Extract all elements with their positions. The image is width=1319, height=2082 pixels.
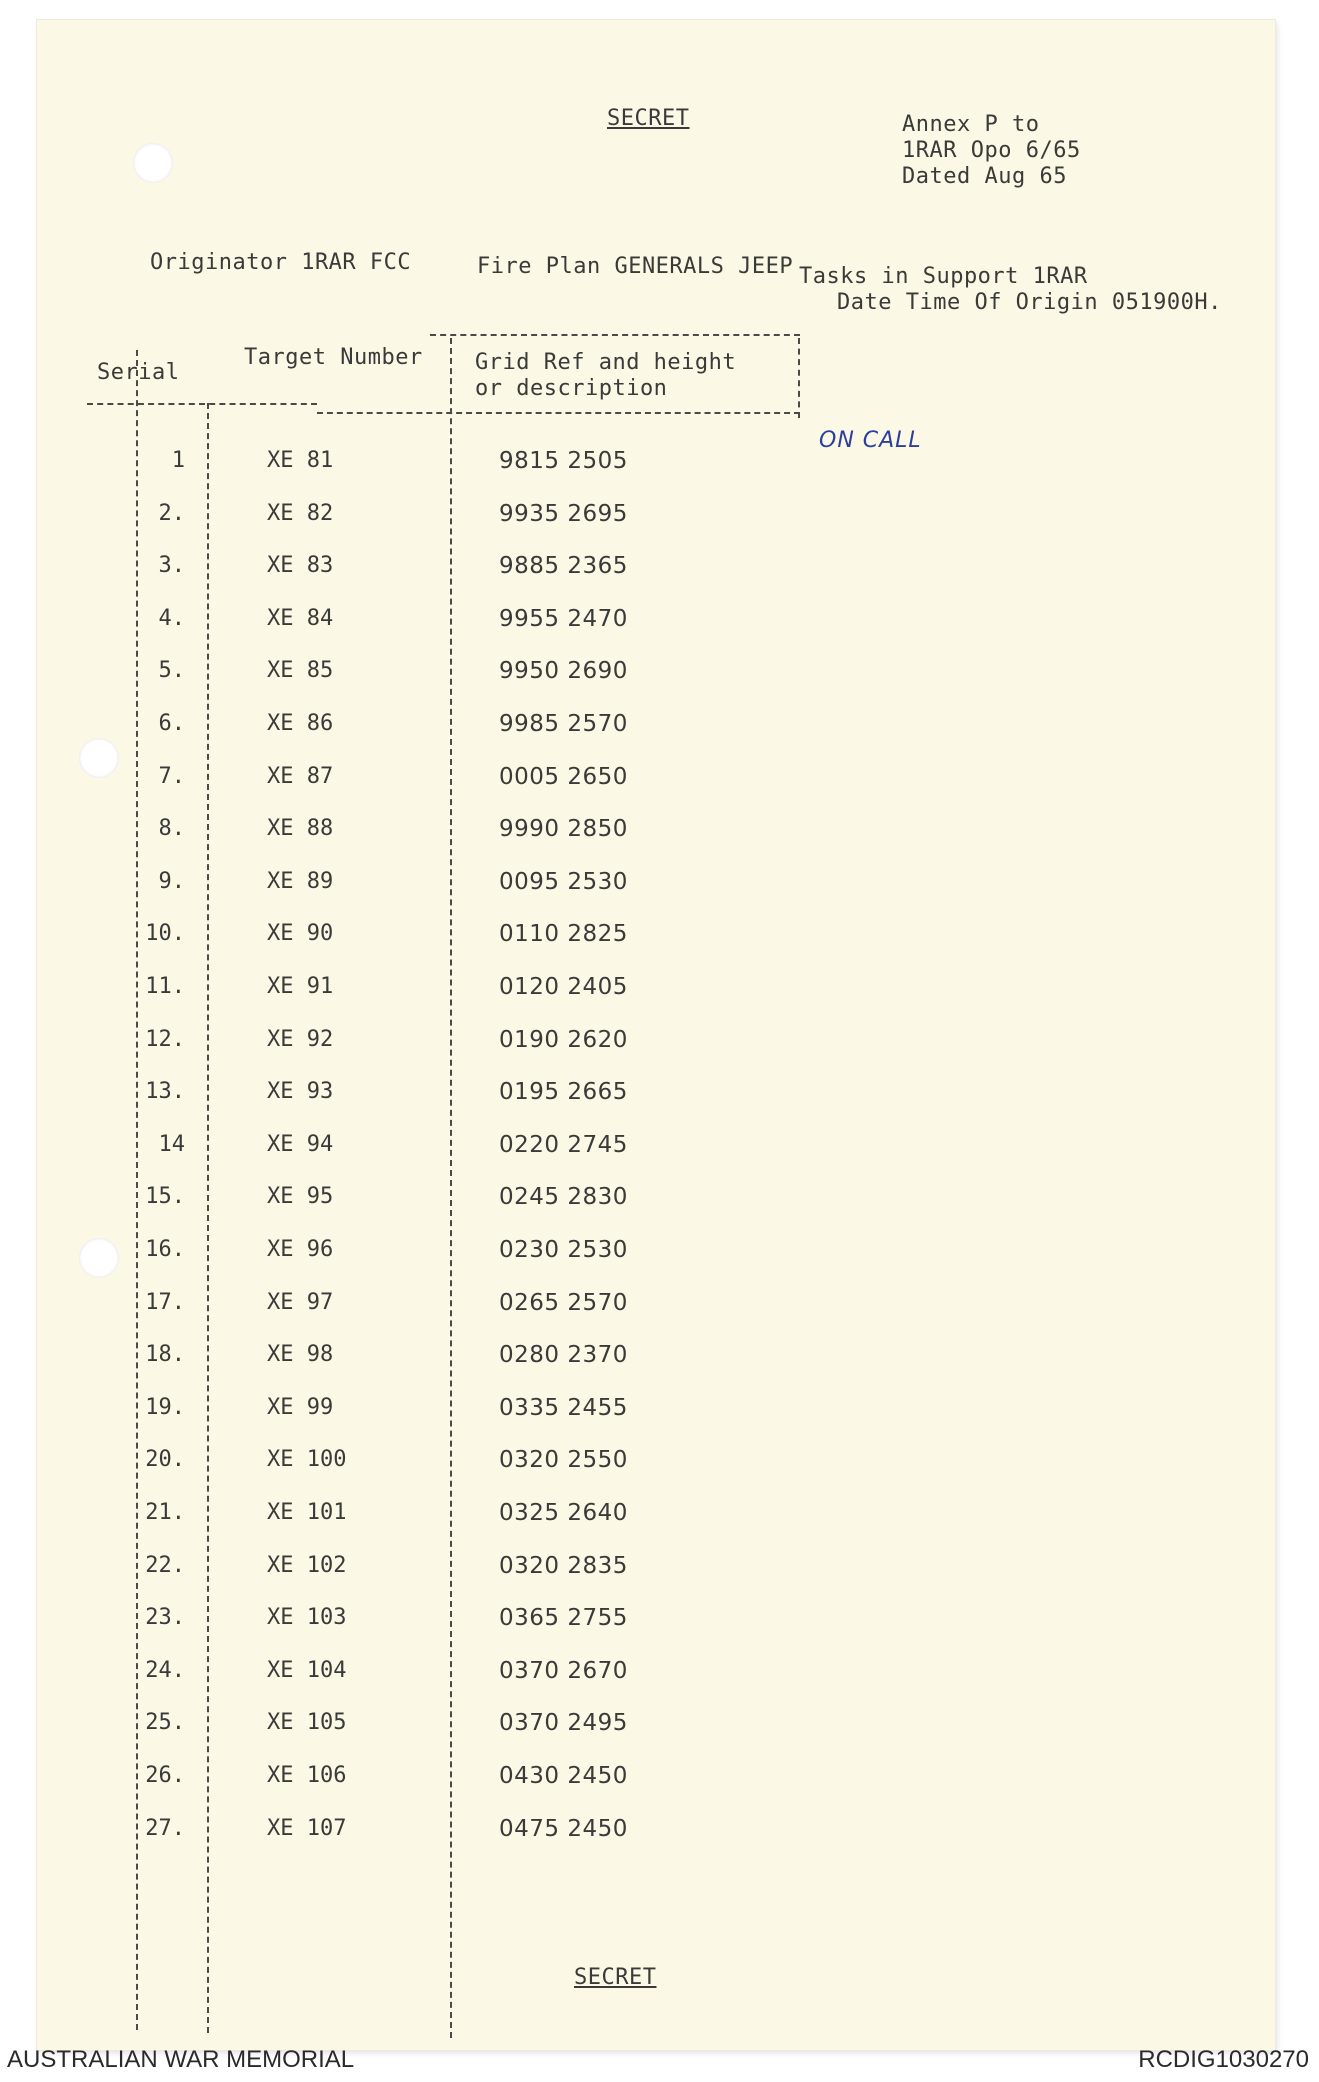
- grid-ref-cell: 9990 2850: [499, 816, 628, 842]
- footer-institution: AUSTRALIAN WAR MEMORIAL: [7, 2046, 355, 2073]
- target-number-cell: XE 90: [267, 921, 334, 946]
- table-row: [37, 658, 837, 710]
- table-row: [37, 1237, 837, 1289]
- serial-cell: 18.: [145, 1342, 185, 1367]
- target-number-cell: XE 103: [267, 1605, 347, 1630]
- annex-line-1: Annex P to: [902, 112, 1040, 137]
- table-row: [37, 1184, 837, 1236]
- target-number-cell: XE 91: [267, 974, 334, 999]
- serial-cell: 3.: [158, 553, 185, 578]
- footer-record-id: RCDIG1030270: [1138, 2046, 1309, 2073]
- target-number-cell: XE 96: [267, 1237, 334, 1262]
- table-row: [37, 1658, 837, 1710]
- grid-ref-cell: 0475 2450: [499, 1816, 628, 1842]
- target-number-cell: XE 97: [267, 1290, 334, 1315]
- serial-cell: 25.: [145, 1710, 185, 1735]
- column-header-grid-line-2: or description: [475, 376, 668, 401]
- target-number-cell: XE 89: [267, 869, 334, 894]
- date-time-origin: Date Time Of Origin 051900H.: [837, 290, 1222, 315]
- serial-cell: 1: [171, 448, 185, 473]
- grid-ref-cell: 9950 2690: [499, 658, 628, 684]
- grid-ref-cell: 0320 2835: [499, 1553, 628, 1579]
- table-row: [37, 1132, 837, 1184]
- grid-ref-cell: 0280 2370: [499, 1342, 628, 1368]
- serial-cell: 22.: [145, 1553, 185, 1578]
- target-number-cell: XE 95: [267, 1184, 334, 1209]
- target-number-cell: XE 82: [267, 501, 334, 526]
- serial-cell: 14: [158, 1132, 185, 1157]
- table-row: [37, 1447, 837, 1499]
- serial-cell: 23.: [145, 1605, 185, 1630]
- grid-ref-cell: 9955 2470: [499, 606, 628, 632]
- grid-ref-cell: 0370 2495: [499, 1710, 628, 1736]
- annex-line-3: Dated Aug 65: [902, 164, 1067, 189]
- table-row: [37, 1763, 837, 1815]
- serial-cell: 11.: [145, 974, 185, 999]
- serial-cell: 24.: [145, 1658, 185, 1683]
- grid-ref-cell: 0365 2755: [499, 1605, 628, 1631]
- table-row: [37, 501, 837, 553]
- table-right-rule: [798, 338, 800, 418]
- table-row: [37, 1816, 837, 1868]
- serial-cell: 12.: [145, 1027, 185, 1052]
- grid-ref-cell: 0335 2455: [499, 1395, 628, 1421]
- target-number-cell: XE 86: [267, 711, 334, 736]
- target-number-cell: XE 88: [267, 816, 334, 841]
- column-header-grid-line-1: Grid Ref and height: [475, 350, 737, 375]
- serial-cell: 26.: [145, 1763, 185, 1788]
- table-row: [37, 1395, 837, 1447]
- serial-cell: 7.: [158, 764, 185, 789]
- target-number-cell: XE 106: [267, 1763, 347, 1788]
- target-number-cell: XE 99: [267, 1395, 334, 1420]
- table-row: [37, 764, 837, 816]
- target-number-cell: XE 84: [267, 606, 334, 631]
- table-row: [37, 974, 837, 1026]
- tasks-in-support: Tasks in Support 1RAR: [799, 264, 1088, 289]
- target-number-cell: XE 101: [267, 1500, 347, 1525]
- target-number-cell: XE 102: [267, 1553, 347, 1578]
- target-number-cell: XE 85: [267, 658, 334, 683]
- serial-cell: 2.: [158, 501, 185, 526]
- table-row: [37, 1290, 837, 1342]
- serial-cell: 19.: [145, 1395, 185, 1420]
- table-row: [37, 1027, 837, 1079]
- target-number-cell: XE 87: [267, 764, 334, 789]
- grid-ref-cell: 0095 2530: [499, 869, 628, 895]
- grid-ref-cell: 0265 2570: [499, 1290, 628, 1316]
- serial-cell: 27.: [145, 1816, 185, 1841]
- target-number-cell: XE 83: [267, 553, 334, 578]
- column-header-serial: Serial: [97, 360, 180, 385]
- grid-ref-cell: 0120 2405: [499, 974, 628, 1000]
- serial-cell: 6.: [158, 711, 185, 736]
- table-row: [37, 1342, 837, 1394]
- table-row: [37, 1553, 837, 1605]
- serial-cell: 4.: [158, 606, 185, 631]
- table-row: [37, 921, 837, 973]
- grid-ref-cell: 0325 2640: [499, 1500, 628, 1526]
- serial-cell: 20.: [145, 1447, 185, 1472]
- table-row: [37, 1605, 837, 1657]
- serial-cell: 16.: [145, 1237, 185, 1262]
- table-row: [37, 553, 837, 605]
- table-row: [37, 1500, 837, 1552]
- serial-cell: 5.: [158, 658, 185, 683]
- classification-top: SECRET: [607, 106, 690, 131]
- table-row: [37, 606, 837, 658]
- table-row: [37, 1079, 837, 1131]
- grid-ref-cell: 0320 2550: [499, 1447, 628, 1473]
- grid-header-rule: [317, 412, 800, 414]
- target-number-cell: XE 92: [267, 1027, 334, 1052]
- serial-cell: 21.: [145, 1500, 185, 1525]
- on-call-note: ON CALL: [819, 428, 922, 453]
- target-number-cell: XE 104: [267, 1658, 347, 1683]
- table-row: [37, 816, 837, 868]
- target-number-cell: XE 81: [267, 448, 334, 473]
- grid-ref-cell: 0195 2665: [499, 1079, 628, 1105]
- serial-cell: 9.: [158, 869, 185, 894]
- originator: Originator 1RAR FCC: [150, 250, 412, 275]
- table-row: [37, 448, 837, 500]
- grid-ref-cell: 9985 2570: [499, 711, 628, 737]
- column-header-target: Target Number: [244, 345, 423, 370]
- serial-cell: 13.: [145, 1079, 185, 1104]
- grid-ref-cell: 0430 2450: [499, 1763, 628, 1789]
- target-number-cell: XE 98: [267, 1342, 334, 1367]
- grid-ref-cell: 0220 2745: [499, 1132, 628, 1158]
- grid-ref-cell: 0190 2620: [499, 1027, 628, 1053]
- grid-ref-cell: 0370 2670: [499, 1658, 628, 1684]
- serial-cell: 15.: [145, 1184, 185, 1209]
- fire-plan: Fire Plan GENERALS JEEP: [477, 254, 794, 279]
- serial-cell: 8.: [158, 816, 185, 841]
- punch-hole-top: [133, 143, 173, 183]
- document-page: [37, 20, 1275, 2050]
- annex-line-2: 1RAR Opo 6/65: [902, 138, 1081, 163]
- target-number-cell: XE 100: [267, 1447, 347, 1472]
- target-number-cell: XE 105: [267, 1710, 347, 1735]
- table-row: [37, 1710, 837, 1762]
- grid-ref-cell: 0245 2830: [499, 1184, 628, 1210]
- serial-target-header-rule: [87, 403, 317, 405]
- grid-ref-cell: 9935 2695: [499, 501, 628, 527]
- target-number-cell: XE 93: [267, 1079, 334, 1104]
- grid-ref-cell: 0005 2650: [499, 764, 628, 790]
- table-top-rule: [430, 334, 800, 336]
- classification-bottom: SECRET: [574, 1965, 657, 1990]
- target-number-cell: XE 107: [267, 1816, 347, 1841]
- grid-ref-cell: 0230 2530: [499, 1237, 628, 1263]
- target-number-cell: XE 94: [267, 1132, 334, 1157]
- table-row: [37, 711, 837, 763]
- serial-cell: 10.: [145, 921, 185, 946]
- serial-cell: 17.: [145, 1290, 185, 1315]
- table-row: [37, 869, 837, 921]
- grid-ref-cell: 9815 2505: [499, 448, 628, 474]
- grid-ref-cell: 9885 2365: [499, 553, 628, 579]
- grid-ref-cell: 0110 2825: [499, 921, 628, 947]
